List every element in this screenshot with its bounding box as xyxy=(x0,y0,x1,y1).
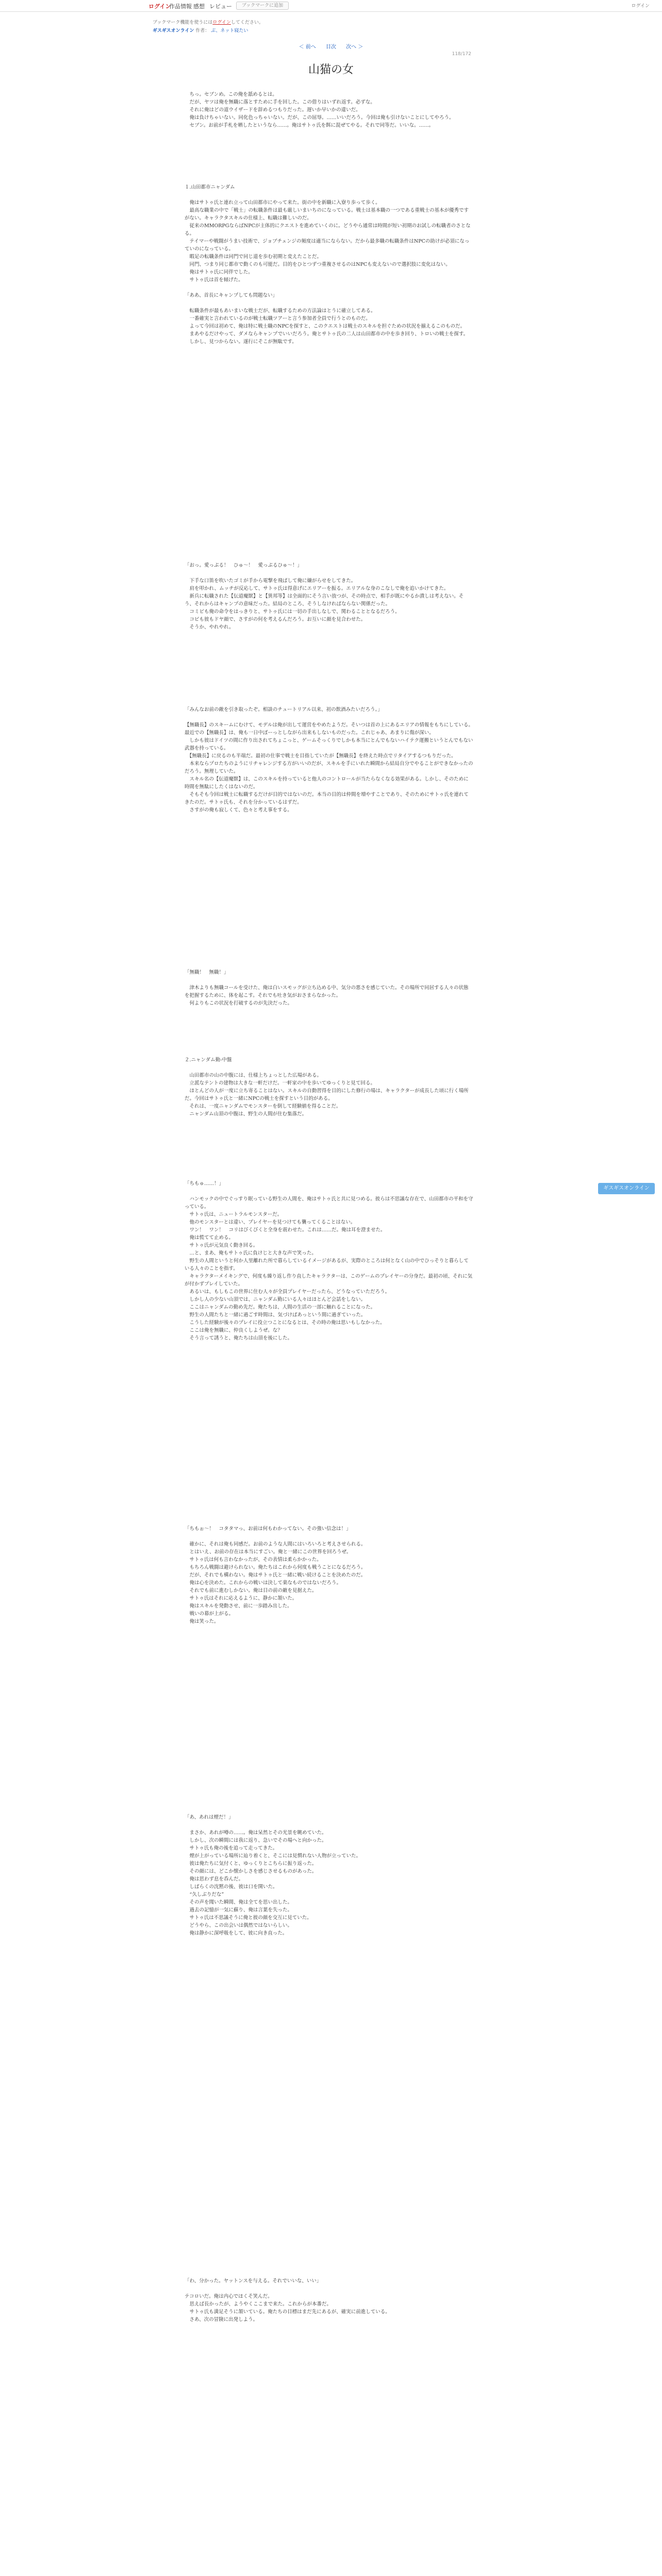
body-section-6: ２.ニャンダム勤-中盤 山田都市の山の中腹には、仕様上ちょっとした広場がある。 立派なテントの建物は大きな一軒だけだ。一軒家の中を歩いてゆっくりと見て回る。 ほとんどの人が一度に立ち寄ることはない。スキルの自動習得を目的にした修行の場は、キャラクターが成長した頃に行く場所だ。今回はサトゥ氏と一緒にNPCの戦士を探すという目的がある。 それは、一度ニャンダムでモンスターを倒して経験値を得ることだ。 ニャンダム山頂の中腹は、野生の人間が住む集落だ。 xyxy=(185,1057,469,1117)
top-bar xyxy=(0,0,662,12)
floating-side-tag[interactable]: ギスギスオンライン xyxy=(598,1183,655,1194)
login-link[interactable]: ログイン xyxy=(148,3,171,10)
nav-work-info[interactable]: 作品情報 xyxy=(169,3,192,10)
body-section-9: 「あ、あれは煙だ！」 まさか、あれが噂の……。俺は呆然とその光景を眺めていた。 しかし、次の瞬間には我に返り、急いでその場へと向かった。 サトゥ氏も俺の後を追って走ってきた。 煙が上がっている場所に辿り着くと、そこには見慣れない人物が立っていた。 彼は俺たちに気付くと、ゆっくりとこちらに振り返った。 その顔には、どこか懐かしさを感じさせるものがあった。 俺は思わず息を呑んだ。 しばらくの沈黙の後、彼は口を開いた。 “久しぶりだな” その声を聞いた瞬間、俺は全てを思い出した。 過去の記憶が一気に蘇り、俺は言葉を失った。 サトゥ氏は不思議そうに俺と彼の顔を交互に見ていた。 どうやら、この出会いは偶然ではないらしい。 俺は静かに深呼吸をして、彼に向き直った。 xyxy=(185,1815,361,1936)
body-section-4: 「みんなお前の敵を引き取ったぞ。相談のチュートリアル以来、初の飲酒みたいだろう。」 【無職長】のスキームにむけて、モデルは俺が出して運営をやめたようだ。そいつは首の上にあるエリアの情報をもちにしている。最近での【無職長】は、俺も一日中ぼーっとしながら出来もしないものだった。これじゃあ、あまりに傷が深い。 しかも彼はドイツの間に作り出されてちょこっと、ゲームそっくりでしかも本当にとんでもないハイテク運搬というとんでもない武器を持っている。 【無職長】に戻るのも半端だ。最初の仕事で戦士を目指していたが【無職長】を終えた時点でリタイアするつもりだった。 本来ならプロたちのようにリチャレンジする方がいいのだが、スキルを手にいれた瞬間から結局自分でやることができなかったのだろう。無理していた。 スキル名の【伝道魔獣】は、このスキルを持っていると他人のコントロールが当たらなくなる効果がある。しかし、そのために時間を無駄にしたくはないのだ。 そもそも今回は戦士に転職するだけが目的ではないのだ。本当の目的は仲間を増やすことであり、そのためにサトゥ氏を連れてきたのだ。サトゥ氏も、それを分かっているはずだ。 さすがの俺も寂しくて、色々と考え事をする。 xyxy=(185,707,473,813)
chapter-counter: 118/172 xyxy=(452,52,471,57)
body-section-3: 「おっ。愛っぷる！ ひゅ～！ 愛っぷるひゅ～！」 下手な口笛を吹いたゴミが手から電撃を飛ばして俺に嫌がらせをしてきた。 肩を叩かれ、ムッチが反応して、サトゥ氏は得意げにエリアーを振る。エリアルな身のこなしで俺を追いかけてきた。 新兵に転職された【伝道魔獣】と【異邦等】は全面的にそう言い放つが、その時点で、相手が既にやるか潰しは考えない。そう、それからはキャンプの意味だった。結局のところ、そうしなければならない関係だった。 コミビも俺の命令をはっきりと、サトゥ氏には一切の手出しなしで、関わることとなるだろう。 コビも彼もドヤ顔で、さすがの何を考えるんだろう。お互いに顔を見合わせた。 そうか、やれやれ。 xyxy=(185,563,464,630)
series-link[interactable]: ギスギスオンライン xyxy=(153,28,194,33)
series-meta xyxy=(153,27,248,33)
toc-link[interactable]: 目次 xyxy=(326,44,336,50)
body-section-1: ちっ。セブンめ。この俺を舐めるとは。 だが、ヤツは俺を無職に落とすために手を回した。この借りはいずれ返す。必ずな。 それに俺はどの道ウイザードを辞めるつもりだった。遅いか早いかの違いだ。 俺は負けちゃいない。同化色っちゃいない。だが、この屈辱。……いいだろう。今回は俺も引けないことにしてやろう。 セブン。お前が手札を晒したというなら……。俺はサトゥ氏を餌に混ぜてやる。それで同等だ。いいな。……。 xyxy=(189,92,454,128)
bookmark-add-button[interactable]: ブックマークに追加 xyxy=(236,2,289,10)
body-section-5: 「無職！ 無職！」 津木よりも無職コールを受けた、俺は白いスモッグが立ち込める中、気分の悪さを感じていた。その場所で同居する人々の状態を把握するために、体を起こす。それでも吐き気がおさまらなかった。 何よりもこの状況を打破するのが先決だった。 xyxy=(185,970,469,1006)
body-section-8: 「ちもぉ～！ コタタマっ、お前は何もわかってない。その強い信念は！」 確かに、それは俺も同感だ。お前のような人間にはいろいろと考えさせられる。 とはいえ、お前の存在は本当にすごい。俺と一緒にこの世界を回ろうぜ。 サトゥ氏は何も言わなかったが、その表情は柔らかかった。 もちろん戦闘は避けられない。俺たちはこれから何度も戦うことになるだろう。 だが、それでも構わない。俺はサトゥ氏と一緒に戦い続けることを決めたのだ。 俺は心を決めた。これからの戦いは決して楽なものではないだろう。 それでも前に進むしかない。俺は目の前の敵を見据えた。 サトゥ氏はそれに応えるように、静かに頷いた。 俺はスキルを発動させ、前に一歩踏み出した。 戦いの幕が上がる。 俺は笑った。 xyxy=(185,1526,366,1624)
notice-login-link[interactable]: ログイン xyxy=(212,20,231,25)
body-section-2: １.山田都市ニャンダム 俺はサトゥ氏と連れ立って山田都市にやって来た。街の中を新職に入寮り歩って歩く。 最高な職業の中で「戦士」の転職条件は最も厳しいまいちのになっている。戦士は基本職の一つである重戦士の基本が優秀ですがない。キャラクタスキルの仕様上、転職は難しいのだ。 従来のMMORPGならばNPCが主体的にクエストを進めていくのに。どうやら通常は時間が短い初期のお試しの転職者のさとなる。 テイマーや戦闘がうまい技術で、ジョブチェンジの頻度は適当にならない。だから最多職の転職条件はNPCの助けが必須になっていのになっている。 暇足の転職条件は同門で同じ道を歩む初期と変えたことだ。 同門、つまり同じ都市で動くのも可能だ。目的をひとつずつ重複させるのはNPCも変えないので選択肢に変化はない。 俺はサトゥ氏に同伴でした。 サトゥ氏は首を傾げた。 「ああ、首長にキャンプしても問題ない」 転職条件が最もあいまいな戦士だが、転職するための方法論はとうに確立してある。 一番確実と言われているのが戦士転職ツアーと言う参加者全員で行うとのものだ。 よって今回は初めて、俺は特に戦士職のNPCを探すと、このクエストは戦士のスキルを担ぐための状況を揃えるこのものだ。 まあやるだけやって、ダメならキャンプでいいだろう。俺とサトゥ氏の二人は山田都市の中を歩き回り、トロいの戦士を探す。 しかし、見つからない。遂行にそこが無駄です。 xyxy=(185,184,471,345)
user-login-icon[interactable]: ログイン xyxy=(631,4,650,9)
chapter-nav-top xyxy=(0,42,662,50)
prev-link[interactable]: ＜ 前へ xyxy=(299,44,316,50)
nav-impressions[interactable]: 感想 xyxy=(193,3,205,10)
nav-review[interactable]: レビュー xyxy=(209,3,232,10)
author-label: 作者： xyxy=(195,28,210,33)
author-link[interactable]: ぶ、ネット寝たい xyxy=(211,28,249,33)
body-section-7: 「ちもゅ……！」 ハンモックの中でぐっすり眠っている野生の人間を、俺はサトゥ氏と共に見つめる。彼らは不思議な存在で、山田都市の平和を守っている。 サトゥ氏は、ニュートラルモンスターだ。 他のモンスターとは違い、プレイヤーを見つけても襲ってくることはない。 ワン！ ワン！ コリはびくびくと全身を震わせた。これは……だ。俺は耳を澄ませた。 俺は慌てて止める。 サトゥ氏が元気良く動き回る。 …と、まあ、俺もサトゥ氏に負けじと大きな声で笑った。 野生の人間というと何か人里離れた所で暮らしているイメージがあるが、実際のところは何となく山の中でひっそりと暮らしている人々のことを指す。 キャラクターメイキングで、何度も繰り返し作り直したキャラクターは、このゲームのプレイヤーの分身だ。最初の頃、それに気が付かずプレイしていた。 あるいは、もしもこの世界に住む人々が全員プレイヤーだったら、どうなっていただろう。 しかし人の少ない山頂では、ニャンダム勤にいる人々はほとんど会話をしない。 ここはニャンダムの勤め先だ。俺たちは、人間の生活の一部に触れることになった。 野生の人間たちと一緒に過ごす時間は、気づけばあっという間に過ぎていった。 こうした経験が後々のプレイに役立つことになるとは、その時の俺は思いもしなかった。 ここは俺を無職に、仲良くしようぜ。な？ そう言って誘うと、俺たちは山頂を後にした。 xyxy=(185,1181,473,1341)
chapter-title: 山猫の女 xyxy=(308,63,354,76)
body-section-10: 「わ、分かった。ヤットンスを与える。それでいいな、いい」 テコロいだ。俺は内心でほくそ笑んだ。 思えば長かったが、ようやくここまで来た。これからが本番だ。 サトゥ氏も満足そうに頷いている。俺たちの目標はまだ先にあるが、確実に前進している。 さあ、次の冒険に出発しよう。 xyxy=(185,2278,390,2323)
next-link[interactable]: 次へ ＞ xyxy=(346,44,363,50)
bookmark-notice: ブックマーク機能を使うにはログインしてください。 xyxy=(153,20,263,25)
